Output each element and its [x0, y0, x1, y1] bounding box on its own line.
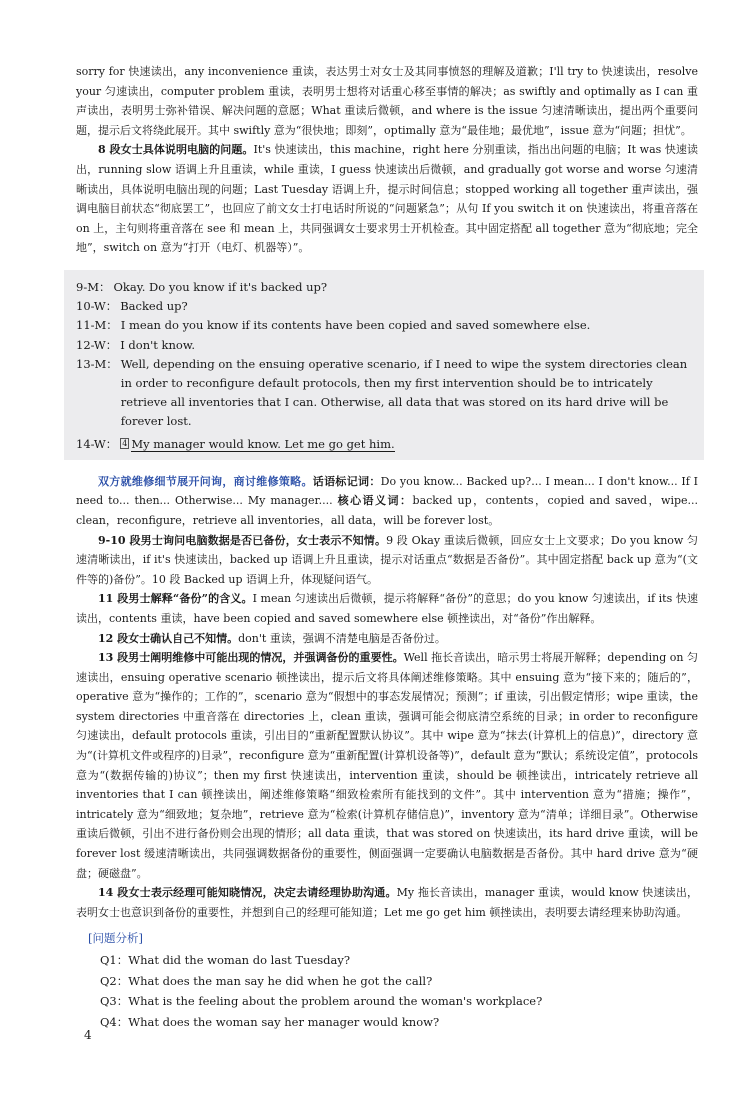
dialogue-text: Okay. Do you know if it's backed up? [113, 279, 328, 294]
note-lead: 9-10 段男士询问电脑数据是否已备份，女士表示不知情。 [98, 533, 387, 547]
analysis-text: backed up，contents，copied and saved，wipe... clean，reconfigure，retrieve all inventories，all data，will be forever lost。 [76, 494, 699, 527]
intro-paragraph: sorry for 快速读出，any inconvenience 重读，表达男士对女士及其同事愤怒的理解及道歉；I'll try to 快速读出，resolve your 匀速读出，computer problem 重读，表明男士想将对话重心移至事情的解决；as swiftly and optimally as I can 重声读出，表明男士弥补错误、解决问题的意愿；What 重读后微顿，and where is the issue 匀速清晰读出，提出两个重要问题，提示后文将绕此展开。其中 swiftly 意为“很快地；即刻”，optimally 意为“最佳地；最优地”，issue 意为“问题；担忧”。 [76, 65, 698, 137]
note-lead: 14 段女士表示经理可能知晓情况，决定去请经理协助沟通。 [98, 886, 397, 900]
dialogue-text: Backed up? [120, 299, 188, 314]
dialogue-text: I mean do you know if its contents have been copied and saved somewhere else. [120, 318, 591, 333]
analysis-text: Do you know... Backed up?... I mean... I don't know... If I need to... then... Otherwise... My manager.... [76, 474, 698, 508]
analysis-label: 核心语义词： [337, 494, 413, 508]
speaker-label: 11-M： [76, 318, 118, 333]
dialogue-text [120, 435, 694, 454]
note-text: My 拖长音读出，manager 重读，would know 快速读出，表明女士也意识到备份的重要性，并想到自己的经理可能知道；Let me go get him 顿挫读出，表明要去请经理来协助沟通。 [76, 886, 699, 919]
note-paragraph [76, 883, 698, 922]
note-lead: 13 段男士阐明维修中可能出现的情况，并强调备份的重要性。 [98, 651, 404, 665]
dialogue-text: Well, depending on the ensuing operative scenario, if I need to wipe the system directories clean in order to reconfigure default protocols, then my first intervention should be to intricately retrieve all inventories that I can. Otherwise, all data that was stored on its hard drive will be forever lost. [120, 356, 688, 429]
note-text: I mean 匀速读出后微顿，提示将解释“备份”的意思；do you know 匀速读出，if its 快速读出，contents 重读，have been copied and saved somewhere else 顿挫读出，对“备份”作出解释。 [76, 592, 698, 625]
note-paragraph [76, 629, 698, 649]
dialogue-line [76, 435, 694, 454]
dialogue-box [64, 270, 704, 460]
note-paragraph [76, 531, 698, 590]
dialogue-line [76, 278, 694, 297]
dialogue-line [76, 297, 694, 316]
analysis-summary: 双方就维修细节展开问询，商讨维修策略。 [98, 474, 313, 488]
paragraph-lead: 8 段女士具体说明电脑的问题。 [98, 143, 254, 157]
question-item: Q2：What does the man say he did when he got the call? [100, 973, 433, 988]
page-number: 4 [84, 1028, 92, 1042]
note-text: don't 重读，强调不清楚电脑是否备份过。 [238, 631, 446, 645]
speaker-label: 9-M： [76, 279, 111, 294]
analysis-paragraph [76, 472, 698, 531]
speaker-label: 10-W： [76, 299, 118, 314]
dialogue-line [76, 355, 694, 432]
paragraph-8-note [76, 140, 698, 258]
note-text: Well 拖长音读出，暗示男士将展开解释；depending on 匀速读出，ensuing operative scenario 顿挫读出，提示后文将具体阐述维修策略。其中 ensuing 意为“接下来的；随后的”，operative 意为“操作的；工作的”，scenario 意为“假想中的事态发展情况；预测”；if 重读，引出假定情形；wipe 重读，the system directories 中重音落在 directories 上，clean 重读，强调可能会彻底清空系统的目录；in order to reconfigure 匀速读出，default protocols 重读，引出目的“重新配置默认协议”。其中 wipe 意为“抹去(计算机上的信息)”，directory 意为“(计算机文件或程序的)目录”，reconfigure 意为“重新配置(计算机设备等)”，default 意为“默认；系统设定值”，protocols 意为“(数据传输的)协议”；then my first 快速读出，intervention 重读，should be 顿挫读出，intricately retrieve all inventories that I can 顿挫读出，阐述维修策略“细致检索所有能找到的文件”。其中 intervention 意为“措施；操作”，intricately 意为“细致地；复杂地”，retrieve 意为“检索(计算机存储信息)”，inventory 意为“清单；详细目录”。Otherwise 重读后微顿，引出不进行备份则会出现的情形；all data 重读，that was stored on 快速读出，its hard drive 重读，will be forever lost 缓速清晰读出，共同强调数据备份的重要性，侧面强调一定要确认电脑数据是否备份。其中 hard drive 意为“硬盘；硬磁盘”。 [76, 651, 698, 880]
dialogue-line [76, 336, 694, 355]
question-item: Q1：What did the woman do last Tuesday? [100, 953, 351, 968]
question-item: Q3：What is the feeling about the problem around the woman's workplace? [100, 994, 543, 1009]
speaker-label: 14-W： [76, 436, 118, 451]
analysis-label: 话语标记词： [312, 474, 381, 488]
note-lead: 12 段女士确认自己不知情。 [98, 631, 239, 645]
paragraph-text: It's 快速读出，this machine，right here 分别重读，指出出问题的电脑；It was 快速读出，running slow 语调上升且重读，while 重读，I guess 快速读出后微顿，and gradually got worse and worse 匀速清晰读出，具体说明电脑出现的问题；Last Tuesday 语调上升，提示时间信息；stopped working all together 重声读出，强调电脑目前状态“彻底罢工”，也回应了前文女士打电话时所说的“问题紧急”；从句 If you switch it on 快速读出，将重音落在 on 上，主句则将重音落在 see 和 mean 上，共同强调女士要求男士开机检查。其中固定搭配 all together 意为“彻底地；完全地”，switch on 意为“打开（电灯、机器等）”。 [76, 143, 699, 255]
note-lead: 11 段男士解释“备份”的含义。 [98, 592, 253, 606]
question-analysis-heading: [问题分析] [88, 931, 143, 946]
note-paragraph [76, 589, 698, 628]
dialogue-line [76, 316, 694, 335]
question-item: Q4：What does the woman say her manager would know? [100, 1014, 440, 1029]
answer-sentence: My manager would know. Let me go get him. [131, 436, 395, 451]
note-text: 9 段 Okay 重读后微顿，回应女士上文要求；Do you know 匀速清晰读出，if it's 快速读出，backed up 语调上升且重读，提示对话重点“数据是否备份”。其中固定搭配 back up 意为“(文件等的)备份”。10 段 Backed up 语调上升，体现疑问语气。 [76, 533, 698, 586]
speaker-label: 13-M： [76, 356, 118, 371]
answer-marker-icon: 4 [122, 438, 128, 448]
speaker-label: 12-W： [76, 337, 118, 352]
note-paragraph [76, 648, 698, 883]
dialogue-text: I don't know. [120, 337, 195, 352]
